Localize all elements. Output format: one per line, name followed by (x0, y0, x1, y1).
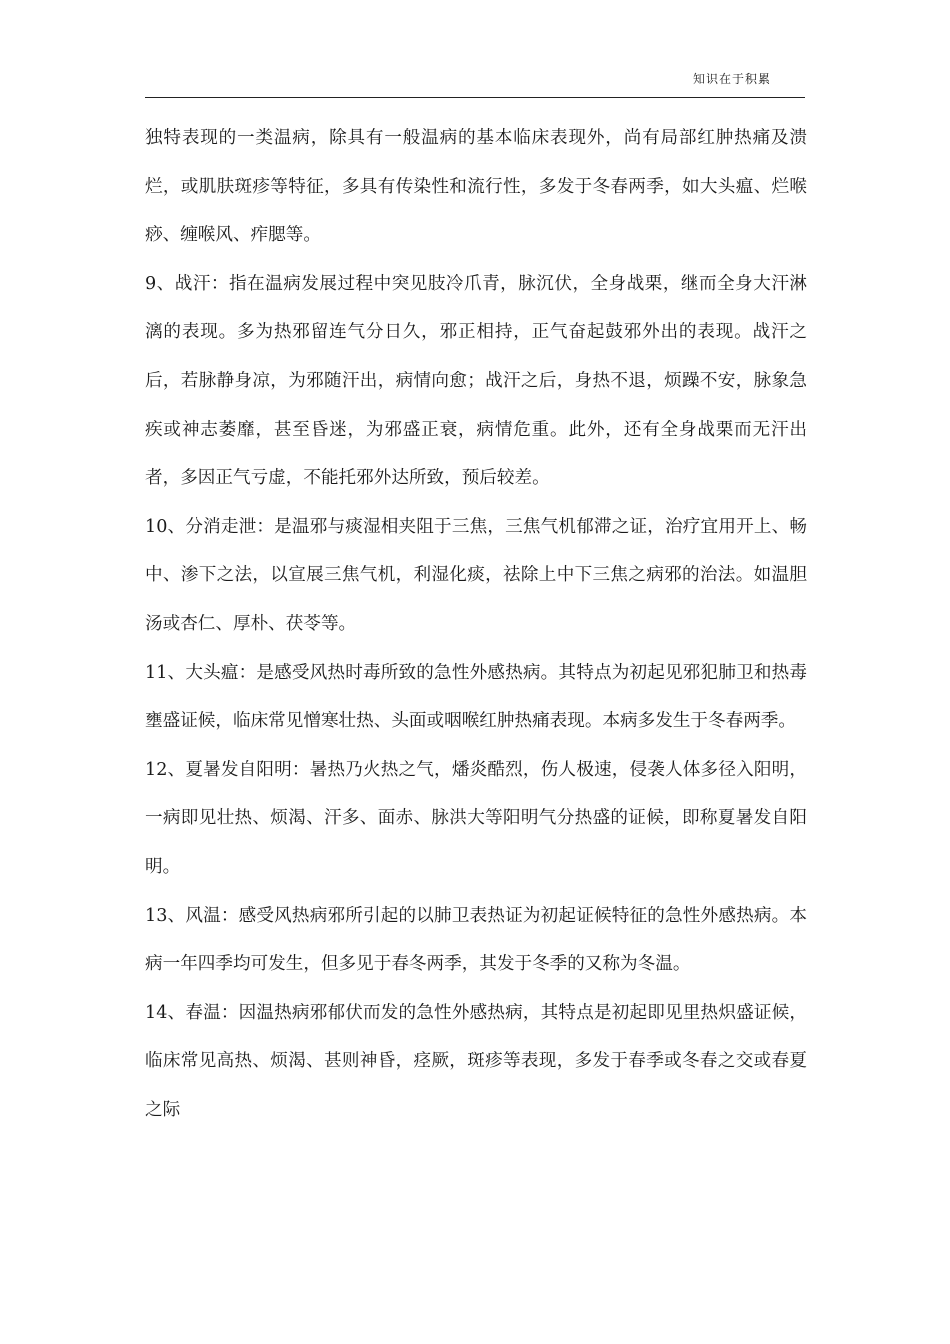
paragraph-item-9: 9、战汗：指在温病发展过程中突见肢冷爪青，脉沉伏，全身战栗，继而全身大汗淋漓的表现。多为热邪留连气分日久，邪正相持，正气奋起鼓邪外出的表现。战汗之后，若脉静身凉，为邪随汗出，病情向愈；战汗之后，身热不退，烦躁不安，脉象急疾或神志萎靡，甚至昏迷，为邪盛正衰，病情危重。此外，还有全身战栗而无汗出者，多因正气亏虚，不能托邪外达所致，预后较差。 (145, 273, 807, 489)
paragraph-item-12: 12、夏暑发自阳明：暑热乃火热之气，燔炎酷烈，伤人极速，侵袭人体多径入阳明，一病即见壮热、烦渴、汗多、面赤、脉洪大等阳明气分热盛的证候，即称夏暑发自阳明。 (145, 759, 807, 877)
paragraph-item-13: 13、风温：感受风热病邪所引起的以肺卫表热证为初起证候特征的急性外感热病。本病一年四季均可发生，但多见于春冬两季，其发于冬季的又称为冬温。 (145, 905, 807, 975)
page-header: 知识在于积累 (693, 72, 772, 86)
paragraph-item-14: 14、春温：因温热病邪郁伏而发的急性外感热病，其特点是初起即见里热炽盛证候，临床常见高热、烦渴、甚则神昏，痉厥，斑疹等表现，多发于春季或冬春之交或春夏之际 (145, 1002, 807, 1120)
document-body (145, 114, 807, 1134)
paragraph-intro: 独特表现的一类温病，除具有一般温病的基本临床表现外，尚有局部红肿热痛及溃烂，或肌肤斑疹等特征，多具有传染性和流行性，多发于冬春两季，如大头瘟、烂喉痧、缠喉风、痄腮等。 (145, 128, 807, 246)
header-divider (145, 97, 805, 98)
paragraph-item-10: 10、分消走泄：是温邪与痰湿相夹阻于三焦，三焦气机郁滞之证，治疗宜用开上、畅中、渗下之法，以宣展三焦气机，利湿化痰，祛除上中下三焦之病邪的治法。如温胆汤或杏仁、厚朴、茯苓等。 (145, 516, 807, 634)
paragraph-item-11: 11、大头瘟：是感受风热时毒所致的急性外感热病。其特点为初起见邪犯肺卫和热毒壅盛证候，临床常见憎寒壮热、头面或咽喉红肿热痛表现。本病多发生于冬春两季。 (145, 662, 807, 732)
